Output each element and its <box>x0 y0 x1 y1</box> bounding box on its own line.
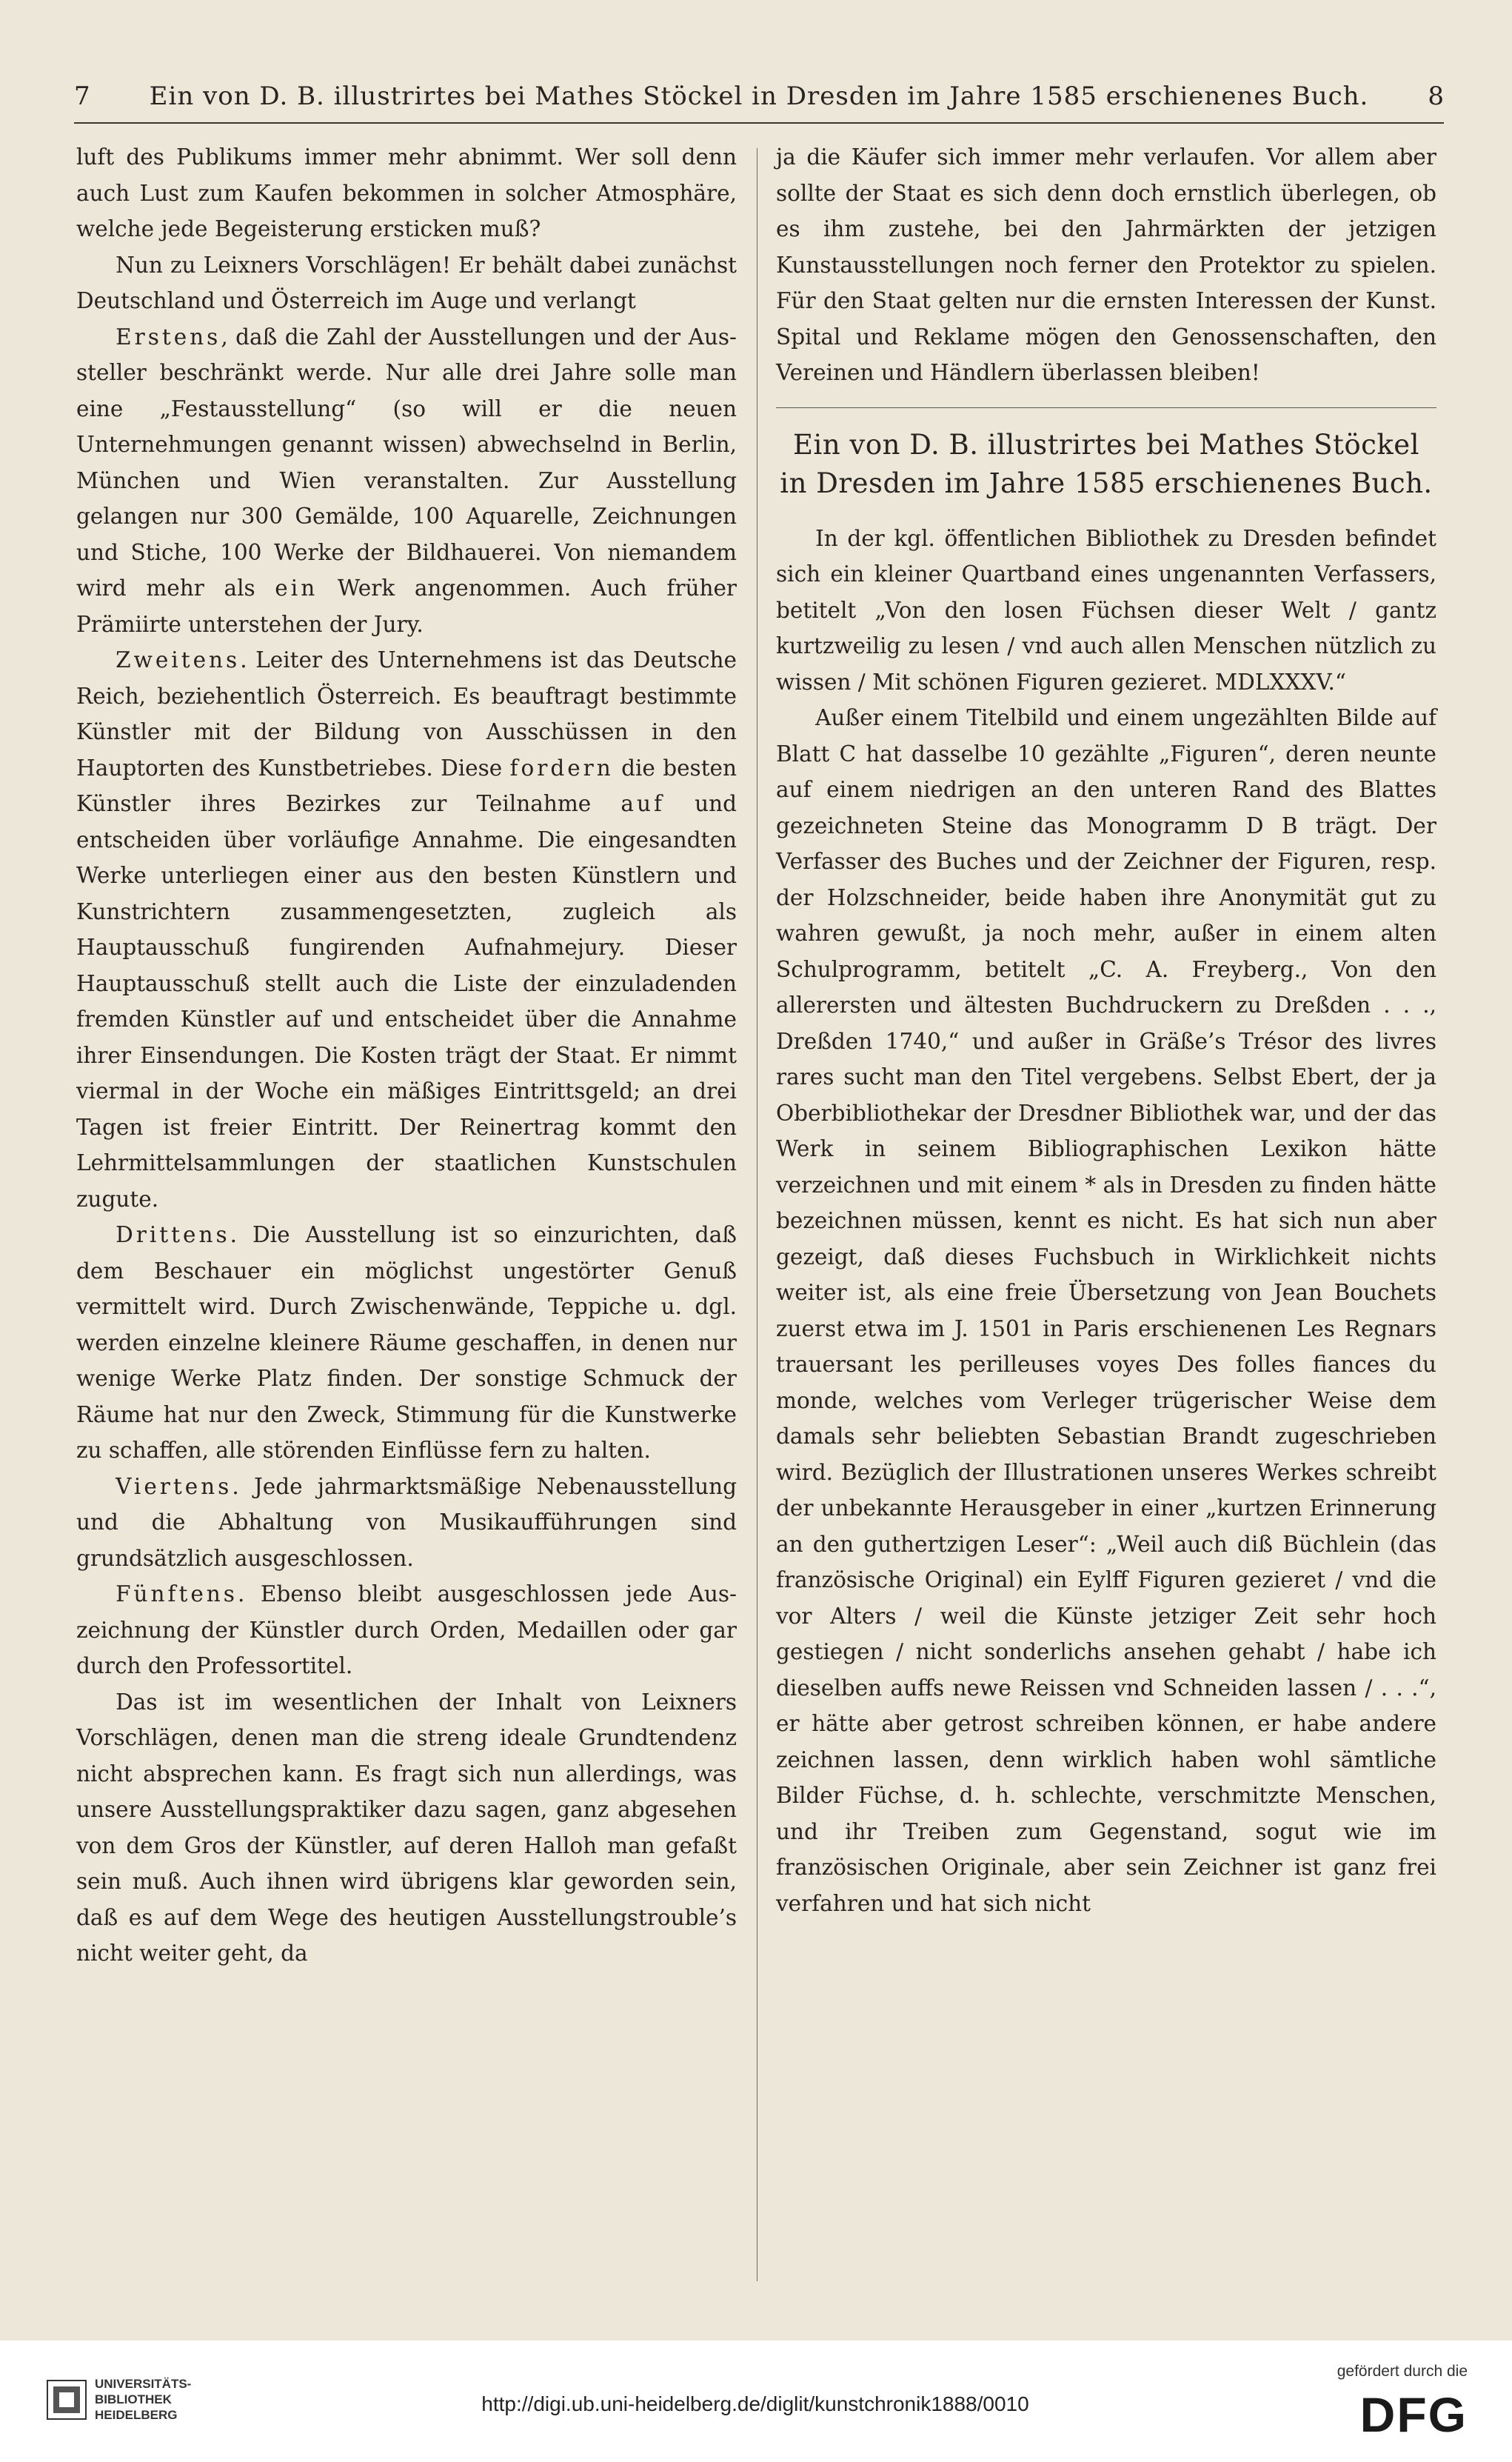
source-url-link[interactable]: http://digi.ub.uni-heidelberg.de/diglit/kunstchronik1888/0010 <box>481 2392 1029 2415</box>
paragraph-text: , daß die Zahl der Ausstellungen und der Aussteller beschränkt werde. Nur alle drei Jahre solle man eine „Festausstellung“ (so will er die neuen Unternehmungen genannt wissen) abwechselnd in Berlin, München und Wien veranstalten. Zur Ausstellung gelangen nur 300 Gemälde, 100 Aquarelle, Zeichnungen und Stiche, 100 Werke der Bildhauerei. Von niemandem wird mehr als <box>76 324 737 601</box>
paragraph-text: . Die Ausstellung ist so einzurichten, daß dem Beschauer ein möglichst ungestörter Genuß vermittelt wird. Durch Zwischenwände, Teppiche u. dgl. werden einzelne kleinere Räume geschaffen, in denen nur wenige Werke Platz finden. Der sonstige Schmuck der Räume hat nur den Zweck, Stimmung für die Kunstwerke zu schaffen, alle störenden Einflüsse fern zu halten. <box>76 1222 737 1463</box>
right-column <box>776 139 1436 2287</box>
paragraph-text: . Jede jahrmarktsmäßige Nebenausstellung und die Abhaltung von Musikaufführungen sind grundsätzlich ausgeschlossen. <box>76 1473 737 1571</box>
left-paragraph <box>76 247 737 319</box>
paragraph-text: . Ebenso bleibt ausgeschlossen jede Auszeichnung der Künstler durch Orden, Medaillen oder gar durch den Professortitel. <box>76 1581 737 1678</box>
institution-line: BIBLIOTHEK <box>95 2392 172 2406</box>
emphasis-text: Drittens <box>116 1222 230 1247</box>
university-seal-icon <box>44 2378 89 2422</box>
paragraph-text: luft des Publikums immer mehr abnimmt. Wer soll denn auch Lust zum Kaufen bekommen in solcher Atmosphäre, welche jede Begeisterung ersticken muß? <box>76 144 737 241</box>
paragraph-text: Werk angenommen. Auch früher Prämiirte unterstehen der Jury. <box>76 576 737 637</box>
emphasis-text: Erstens <box>116 324 221 350</box>
running-header <box>74 74 1444 119</box>
emphasis-text: Zweitens <box>116 647 241 673</box>
emphasis-text: Fünftens <box>116 1581 238 1607</box>
left-paragraph <box>76 1684 737 1972</box>
right-paragraph: In der kgl. öffentlichen Bibliothek zu Dresden befindet sich ein kleiner Quartband eines ungenannten Verfassers, betitelt „Von den losen Füchsen dieser Welt / gantz kurtzweilig zu lesen / vnd auch allen Menschen nützlich zu wissen / Mit schönen Figuren gezieret. MDLXXXV.“ <box>776 525 1436 695</box>
paragraph-text: Das ist im wesentlichen der Inhalt von Leixners Vorschlägen, denen man die streng ideale Grundtendenz nicht absprechen kann. Es fragt sich nun allerdings, was unsere Ausstellungspraktiker dazu sagen, ganz abgesehen von dem Gros der Künstler, auf deren Halloh man gefaßt sein muß. Auch ihnen wird übrigens klar geworden sein, daß es auf dem Wege des heutigen Ausstellungstrouble’s nicht weiter geht, da <box>76 1689 737 1966</box>
sponsor-label: gefördert durch die <box>1337 2363 1468 2380</box>
page-number-right: 8 <box>1428 81 1444 111</box>
dfg-logo: DFG <box>1359 2387 1468 2442</box>
institution-line: UNIVERSITÄTS- <box>95 2377 192 2391</box>
header-rule <box>74 122 1444 124</box>
left-paragraph <box>76 642 737 1217</box>
emphasis-text: fordern <box>509 755 614 781</box>
right-intro-paragraph: ja die Käufer sich immer mehr verlaufen. Vor allem aber sollte der Staat es sich denn doch ernstlich überlegen, ob es ihm zustehe, bei den Jahrmärkten der jetzigen Kunstausstellungen noch ferner den Protektor zu spielen. Für den Staat gelten nur die ernsten Interessen der Kunst. Spital und Reklame mögen den Genossenschaften, den Vereinen und Händlern überlassen bleiben! <box>776 144 1436 385</box>
left-paragraph <box>76 1576 737 1684</box>
institution-line: HEIDELBERG <box>95 2408 178 2422</box>
left-paragraph <box>76 1217 737 1469</box>
footer-bar <box>0 2341 1512 2462</box>
left-paragraph <box>76 139 737 247</box>
article-heading: Ein von D. B. illustrirtes bei Mathes Stöckel in Dresden im Jahre 1585 erschienenes Buch. <box>780 428 1433 499</box>
left-paragraph <box>76 319 737 643</box>
emphasis-text: auf <box>620 791 665 816</box>
page-number-left: 7 <box>74 81 90 111</box>
left-column <box>76 139 737 2287</box>
paragraph-text: die besten Künstler ihres Bezirkes zur Teilnahme <box>76 755 737 816</box>
running-title: Ein von D. B. illustrirtes bei Mathes Stöckel in Dresden im Jahre 1585 erschienenes Buch. <box>149 81 1369 111</box>
emphasis-text: ein <box>275 576 318 601</box>
paragraph-text: Nun zu Leixners Vorschlägen! Er behält dabei zunächst Deutschland und Österreich im Auge und verlangt <box>76 252 737 313</box>
emphasis-text: Viertens <box>116 1473 233 1499</box>
paragraph-text: und entscheiden über vorläufige Annahme. Die eingesandten Werke unterliegen einer aus den besten Künstlern und Kunstrichtern zusammengesetzten, zugleich als Hauptausschuß fungirenden Aufnahmejury. Dieser Hauptausschuß stellt auch die Liste der einzuladenden fremden Künstler auf und entscheidet über die Annahme ihrer Einsendungen. Die Kosten trägt der Staat. Er nimmt viermal in der Woche ein mäßiges Eintrittsgeld; an drei Tagen ist freier Eintritt. Der Reinertrag kommt den Lehrmittelsammlungen der staatlichen Kunstschulen zugute. <box>76 791 737 1212</box>
right-paragraph: Außer einem Titelbild und einem ungezählten Bilde auf Blatt C hat dasselbe 10 gezählte „Figuren“, deren neunte auf einem niedrigen an den unteren Rand des Blattes gezeichneten Steine das Monogramm D B trägt. Der Verfasser des Buches und der Zeichner der Figuren, resp. der Holzschneider, beide haben ihre Anonymität gut zu wahren gewußt, ja noch mehr, außer in einem alten Schulprogramm, betitelt „C. A. Freyberg., Von den allerersten und ältesten Buchdruckern zu Dreßden . . ., Dreßden 1740,“ und außer in Gräße’s Trésor des livres rares sucht man den Titel vergebens. Selbst Ebert, der ja Oberbibliothekar der Dresdner Bibliothek war, und der das Werk in seinem Bibliographischen Lexikon hätte verzeichnen und mit einem * als in Dresden zu finden hätte bezeichnen müssen, kennt es nicht. Es hat sich nun aber gezeigt, daß dieses Fuchsbuch in Wirklichkeit nichts weiter ist, als eine freie Übersetzung von Jean Bouchets zuerst etwa im J. 1501 in Paris erschienenen Les Regnars trauersant les perilleuses voyes Des folles fiances du monde, welches vom Verleger trügerischer Weise dem damals sehr beliebten Sebastian Brandt zugeschrieben wird. Bezüglich der Illustrationen unseres Werkes schreibt der unbekannte Herausgeber in einer „kurtzen Erinnerung an den guthertzigen Leser“: „Weil auch diß Büchlein (das französische Original) ein Eylff Figuren gezieret / vnd die vor Alters / weil die Künste jetziger Zeit sehr hoch gestiegen / nicht sonderlichs ansehen gehabt / habe ich dieselben auffs newe Reissen vnd Schneiden lassen / . . .“, er hätte aber getrost schreiben können, er habe andere zeichnen lassen, denn wirklich haben wohl sämtliche Bilder Füchse, d. h. schlechte, verschmitzte Menschen, und ihr Treiben zum Gegenstand, sogut wie im französischen Originale, aber sein Zeichner ist ganz frei verfahren und hat sich nicht <box>776 705 1436 1916</box>
paragraph-text: . Leiter des Unternehmens ist das Deutsche Reich, beziehentlich Österreich. Es beauftragt bestimmte Künstler mit der Bildung von Ausschüssen in den Hauptorten des Kunstbetriebes. Diese <box>76 647 737 781</box>
left-paragraph <box>76 1469 737 1577</box>
institution-name <box>95 2376 191 2423</box>
section-divider <box>776 407 1436 408</box>
